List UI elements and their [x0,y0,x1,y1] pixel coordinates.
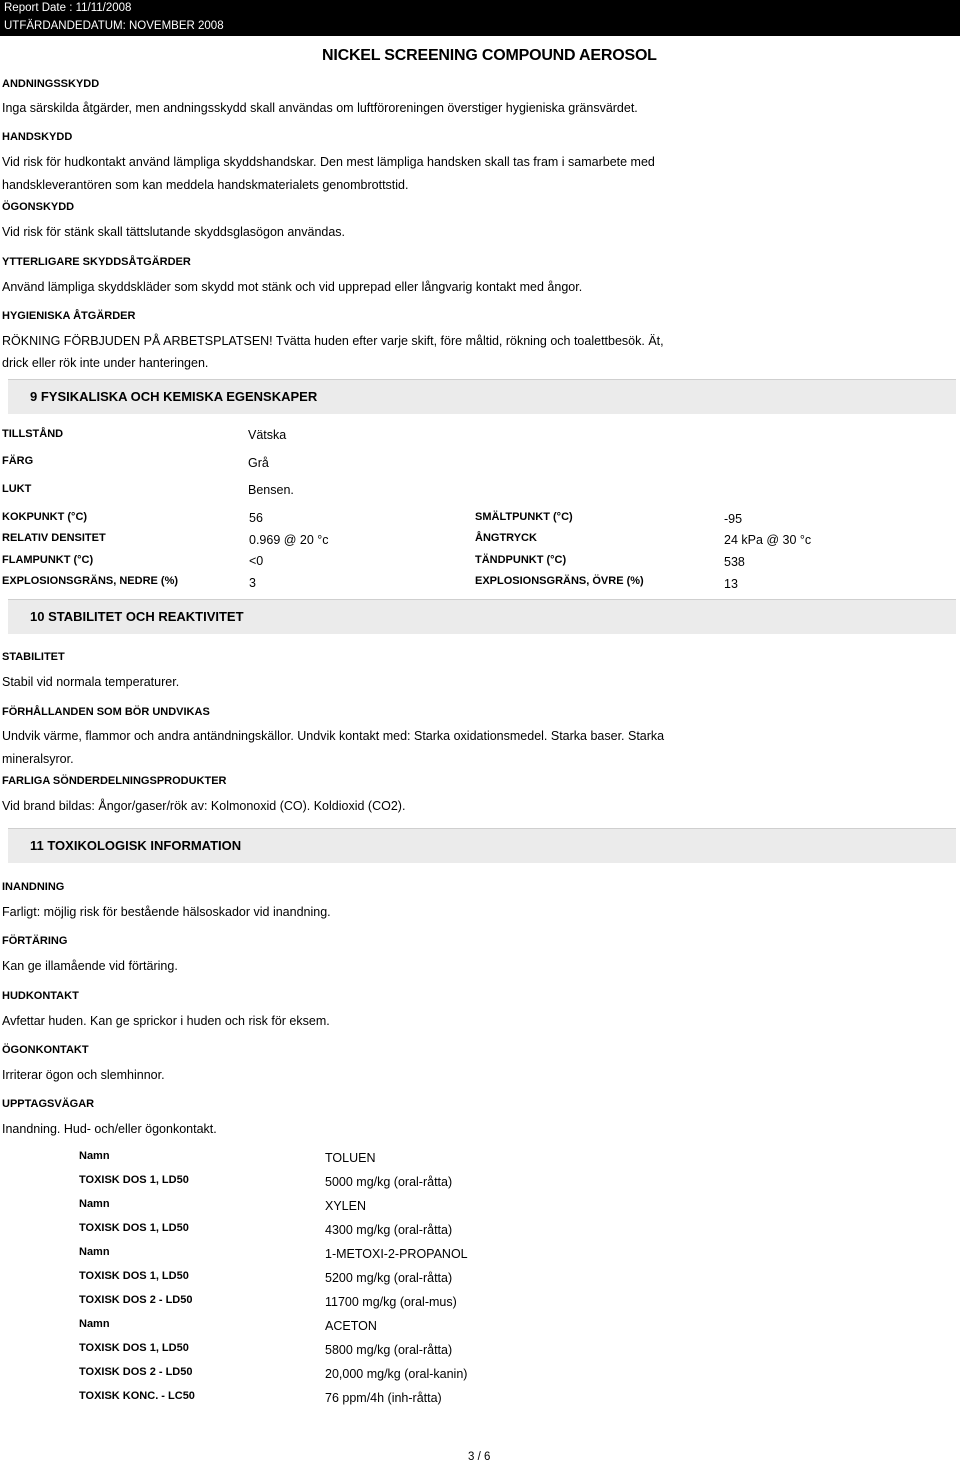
hygieniska-heading: HYGIENISKA ÅTGÄRDER [2,310,136,322]
upptagsvagar-text: Inandning. Hud- och/eller ögonkontakt. [2,1122,217,1136]
tox-row-label: Namn [79,1150,110,1162]
hudkontakt-heading: HUDKONTAKT [2,990,79,1002]
tox-row-value: 20,000 mg/kg (oral-kanin) [325,1367,468,1381]
tox-row-value: 5200 mg/kg (oral-råtta) [325,1271,453,1285]
section-9-header [8,379,956,414]
inandning-text: Farligt: möjlig risk för bestående hälsoskador vid inandning. [2,905,331,919]
section-9-title: 9 FYSIKALISKA OCH KEMISKA EGENSKAPER [30,389,318,404]
tandpunkt-label: TÄNDPUNKT (°C) [475,554,567,566]
tox-row-value: ACETON [325,1319,377,1333]
farg-label: FÄRG [2,455,34,467]
expl-nedre-label: EXPLOSIONSGRÄNS, NEDRE (%) [2,575,179,587]
upptagsvagar-heading: UPPTAGSVÄGAR [2,1098,95,1110]
section-11-title: 11 TOXIKOLOGISK INFORMATION [30,838,242,853]
ogonkontakt-heading: ÖGONKONTAKT [2,1044,89,1056]
forhallanden-text-line2: mineralsyror. [2,752,74,766]
product-title: NICKEL SCREENING COMPOUND AEROSOL [322,47,657,64]
relativ-densitet-value: 0.969 @ 20 °c [249,533,329,547]
section-10-header [8,599,956,634]
tillstand-value: Vätska [248,428,287,442]
ytterligare-text: Använd lämpliga skyddskläder som skydd mot stänk och vid upprepad eller långvarig kontakt med ångor. [2,280,583,294]
stabilitet-heading: STABILITET [2,651,65,663]
tox-row-value: 76 ppm/4h (inh-råtta) [325,1391,442,1405]
tox-row-label: TOXISK DOS 1, LD50 [79,1270,189,1282]
hygieniska-text-line2: drick eller rök inte under hanteringen. [2,356,209,370]
handskydd-text-line2: handskleverantören som kan meddela handskmaterialets genombrottstid. [2,178,409,192]
tox-row-label: TOXISK DOS 1, LD50 [79,1342,189,1354]
smaltpunkt-label: SMÄLTPUNKT (°C) [475,511,573,523]
lukt-value: Bensen. [248,483,294,497]
farliga-text: Vid brand bildas: Ångor/gaser/rök av: Kolmonoxid (CO). Koldioxid (CO2). [2,799,406,813]
tox-row-value: 1-METOXI-2-PROPANOL [325,1247,468,1261]
forhallanden-text-line1: Undvik värme, flammor och andra antändningskällor. Undvik kontakt med: Starka oxidationsmedel. Starka baser. Starka [2,729,665,743]
fortaring-heading: FÖRTÄRING [2,935,68,947]
section-11-header [8,828,956,863]
tox-row-value: 5800 mg/kg (oral-råtta) [325,1343,453,1357]
tillstand-label: TILLSTÅND [2,428,64,440]
andningsskydd-heading: ANDNINGSSKYDD [2,78,100,90]
ogonskydd-heading: ÖGONSKYDD [2,201,75,213]
angtryck-value: 24 kPa @ 30 °c [724,533,812,547]
ogonkontakt-text: Irriterar ögon och slemhinnor. [2,1068,165,1082]
inandning-heading: INANDNING [2,881,65,893]
tox-row-label: TOXISK DOS 1, LD50 [79,1222,189,1234]
flampunkt-value: <0 [249,554,264,568]
expl-ovre-value: 13 [724,577,738,591]
report-header-bar [0,0,960,36]
farliga-heading: FARLIGA SÖNDERDELNINGSPRODUKTER [2,775,227,787]
tox-row-label: TOXISK DOS 2 - LD50 [79,1294,193,1306]
kokpunkt-label: KOKPUNKT (°C) [2,511,88,523]
section-10-title: 10 STABILITET OCH REAKTIVITET [30,609,244,624]
tox-row-label: Namn [79,1246,110,1258]
kokpunkt-value: 56 [249,511,263,525]
smaltpunkt-value: -95 [724,512,743,526]
angtryck-label: ÅNGTRYCK [475,532,537,544]
tox-row-label: TOXISK KONC. - LC50 [79,1390,195,1402]
tox-row-value: TOLUEN [325,1151,376,1165]
ytterligare-heading: YTTERLIGARE SKYDDSÅTGÄRDER [2,256,191,268]
issue-date: UTFÄRDANDEDATUM: NOVEMBER 2008 [4,20,224,32]
handskydd-heading: HANDSKYDD [2,131,73,143]
tox-row-label: Namn [79,1198,110,1210]
tandpunkt-value: 538 [724,555,745,569]
expl-ovre-label: EXPLOSIONSGRÄNS, ÖVRE (%) [475,575,644,587]
expl-nedre-value: 3 [249,576,256,590]
ogonskydd-text: Vid risk för stänk skall tättslutande skyddsglasögon användas. [2,225,346,239]
tox-row-value: 4300 mg/kg (oral-råtta) [325,1223,453,1237]
report-date: Report Date : 11/11/2008 [4,2,132,14]
farg-value: Grå [248,456,269,470]
andningsskydd-text: Inga särskilda åtgärder, men andningsskydd skall användas om luftföroreningen överstiger hygieniska gränsvärdet. [2,101,638,115]
stabilitet-text: Stabil vid normala temperaturer. [2,675,180,689]
hygieniska-text-line1: RÖKNING FÖRBJUDEN PÅ ARBETSPLATSEN! Tvätta huden efter varje skift, före måltid, rökning och toalettbesök. Ät, [2,334,664,348]
page-number: 3 / 6 [468,1451,491,1463]
hudkontakt-text: Avfettar huden. Kan ge sprickor i huden och risk för eksem. [2,1014,330,1028]
forhallanden-heading: FÖRHÅLLANDEN SOM BÖR UNDVIKAS [2,706,210,718]
tox-row-value: XYLEN [325,1199,366,1213]
flampunkt-label: FLAMPUNKT (°C) [2,554,94,566]
lukt-label: LUKT [2,483,32,495]
tox-row-value: 5000 mg/kg (oral-råtta) [325,1175,453,1189]
tox-row-label: Namn [79,1318,110,1330]
relativ-densitet-label: RELATIV DENSITET [2,532,106,544]
tox-row-label: TOXISK DOS 1, LD50 [79,1174,189,1186]
handskydd-text-line1: Vid risk för hudkontakt använd lämpliga skyddshandskar. Den mest lämpliga handsken skall tas fram i samarbete med [2,155,655,169]
fortaring-text: Kan ge illamående vid förtäring. [2,959,178,973]
tox-row-value: 11700 mg/kg (oral-mus) [325,1295,457,1309]
tox-row-label: TOXISK DOS 2 - LD50 [79,1366,193,1378]
